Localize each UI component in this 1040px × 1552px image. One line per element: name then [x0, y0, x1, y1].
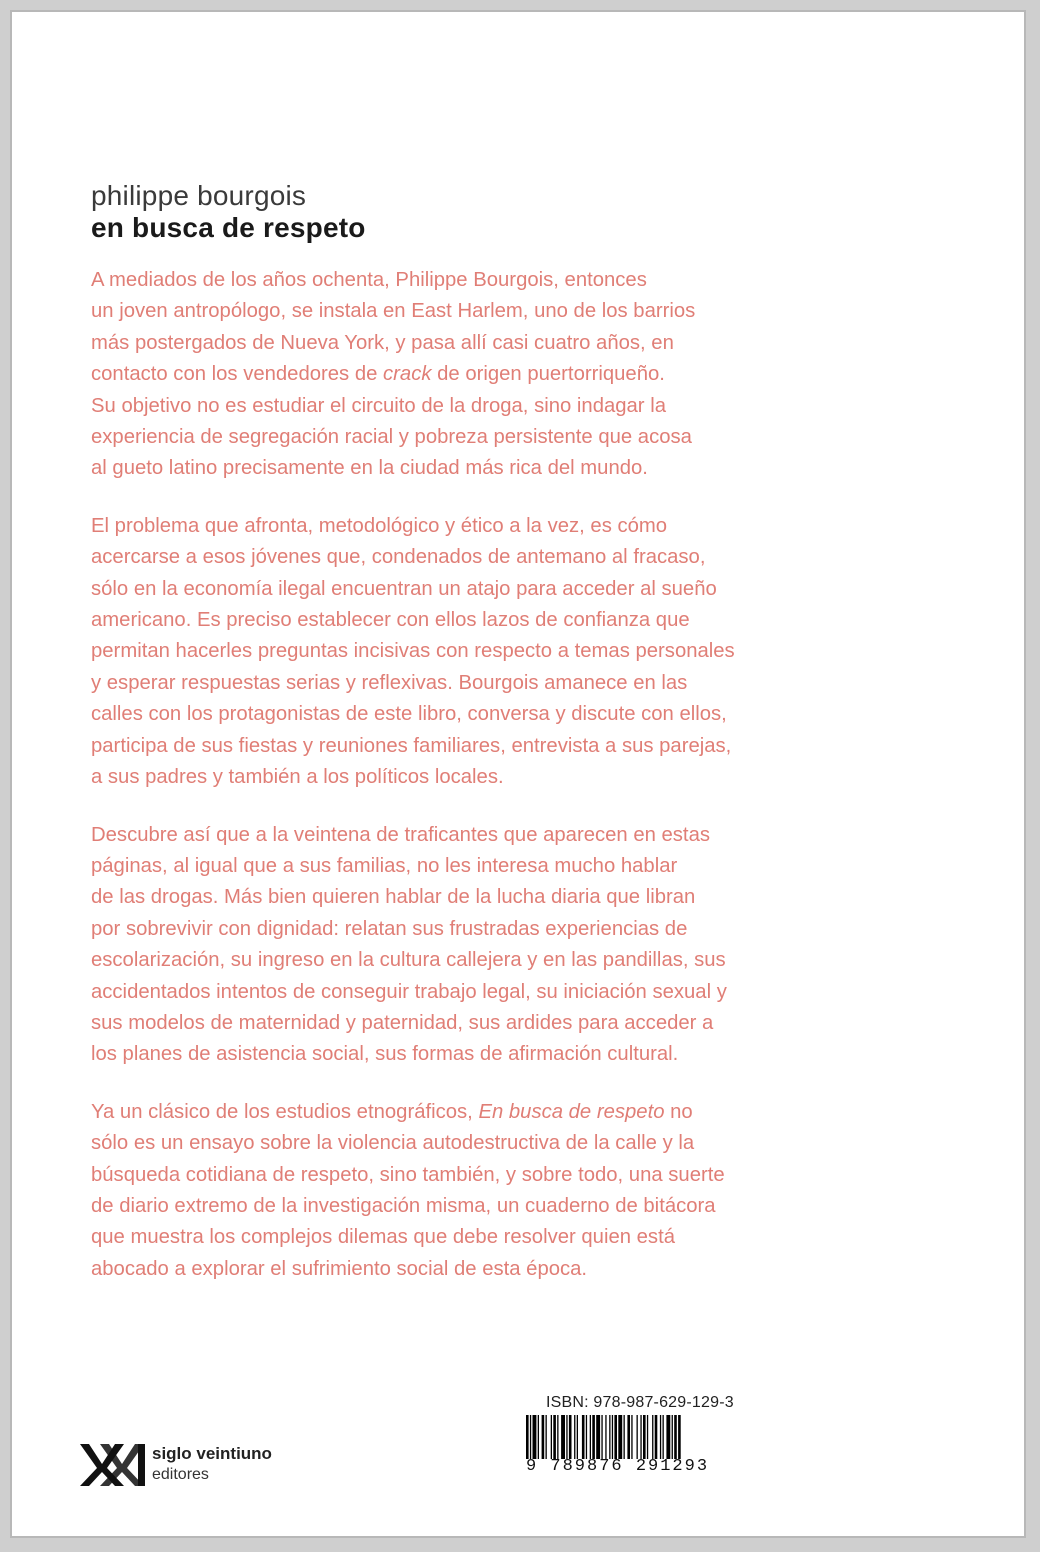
synopsis-line: por sobrevivir con dignidad: relatan sus frustradas experiencias de — [91, 917, 688, 940]
synopsis-line: sólo en la economía ilegal encuentran un atajo para acceder al sueño — [91, 577, 717, 600]
synopsis-line: A mediados de los años ochenta, Philippe Bourgois, entonces — [91, 269, 647, 291]
synopsis-line: accidentados intentos de conseguir trabajo legal, su iniciación sexual y — [91, 980, 727, 1003]
synopsis-line: Su objetivo no es estudiar el circuito de la droga, sino indagar la — [91, 394, 666, 417]
synopsis-line: El problema que afronta, metodológico y ético a la vez, es cómo — [91, 514, 668, 537]
barcode-digits: 9 789876 291293 — [526, 1457, 710, 1476]
isbn-label: ISBN: 978-987-629-129-3 — [546, 1394, 734, 1411]
back-cover — [10, 10, 1026, 1538]
synopsis-line: Descubre así que a la veintena de traficantes que aparecen en estas — [91, 823, 710, 846]
synopsis-paragraph — [91, 265, 831, 485]
synopsis-line: al gueto latino precisamente en la ciudad más rica del mundo. — [91, 457, 648, 480]
synopsis-line: que muestra los complejos dilemas que debe resolver quien está — [91, 1226, 675, 1249]
synopsis-line: calles con los protagonistas de este libro, conversa y discute con ellos, — [91, 703, 727, 726]
synopsis-line: Ya un clásico de los estudios etnográficos, En busca de respeto no — [91, 1100, 693, 1123]
synopsis-paragraph — [91, 820, 831, 1071]
barcode-icon — [526, 1415, 740, 1459]
synopsis-line: de diario extremo de la investigación misma, un cuaderno de bitácora — [91, 1194, 716, 1217]
synopsis-line: participa de sus fiestas y reuniones familiares, entrevista a sus parejas, — [91, 734, 732, 757]
author-name: philippe bourgois — [91, 180, 307, 211]
synopsis-line: búsqueda cotidiana de respeto, sino también, y sobre todo, una suerte — [91, 1163, 725, 1186]
synopsis-paragraph — [91, 511, 831, 794]
synopsis-line: abocado a explorar el sufrimiento social de esta época. — [91, 1257, 588, 1280]
synopsis-line: un joven antropólogo, se instala en East Harlem, uno de los barrios — [91, 300, 696, 323]
book-title: en busca de respeto — [91, 212, 366, 243]
publisher-logo-icon — [80, 1444, 146, 1486]
italic-phrase: En busca de respeto — [478, 1100, 665, 1123]
synopsis-line: más postergados de Nueva York, y pasa allí casi cuatro años, en — [91, 331, 674, 354]
synopsis-line: y esperar respuestas serias y reflexivas. Bourgois amanece en las — [91, 671, 688, 694]
synopsis-line: los planes de asistencia social, sus formas de afirmación cultural. — [91, 1043, 679, 1066]
synopsis-paragraph — [91, 1097, 831, 1285]
synopsis-line: experiencia de segregación racial y pobreza persistente que acosa — [91, 426, 692, 449]
synopsis-line: contacto con los vendedores de crack de origen puertorriqueño. — [91, 363, 665, 386]
publisher-name: siglo veintiuno — [152, 1444, 272, 1463]
synopsis-line: escolarización, su ingreso en la cultura callejera y en las pandillas, sus — [91, 949, 726, 972]
synopsis-line: de las drogas. Más bien quieren hablar de la lucha diaria que libran — [91, 886, 696, 909]
synopsis-line: acercarse a esos jóvenes que, condenados de antemano al fracaso, — [91, 546, 706, 569]
synopsis-line: americano. Es preciso establecer con ellos lazos de confianza que — [91, 609, 690, 632]
synopsis-line: sólo es un ensayo sobre la violencia autodestructiva de la calle y la — [91, 1132, 695, 1155]
synopsis — [91, 265, 831, 1311]
publisher-subtitle: editores — [152, 1466, 209, 1483]
italic-phrase: crack — [383, 363, 432, 386]
synopsis-line: páginas, al igual que a sus familias, no les interesa mucho hablar — [91, 854, 678, 877]
synopsis-line: permitan hacerles preguntas incisivas con respecto a temas personales — [91, 640, 735, 663]
synopsis-line: a sus padres y también a los políticos locales. — [91, 766, 504, 789]
synopsis-line: sus modelos de maternidad y paternidad, sus ardides para acceder a — [91, 1011, 714, 1034]
